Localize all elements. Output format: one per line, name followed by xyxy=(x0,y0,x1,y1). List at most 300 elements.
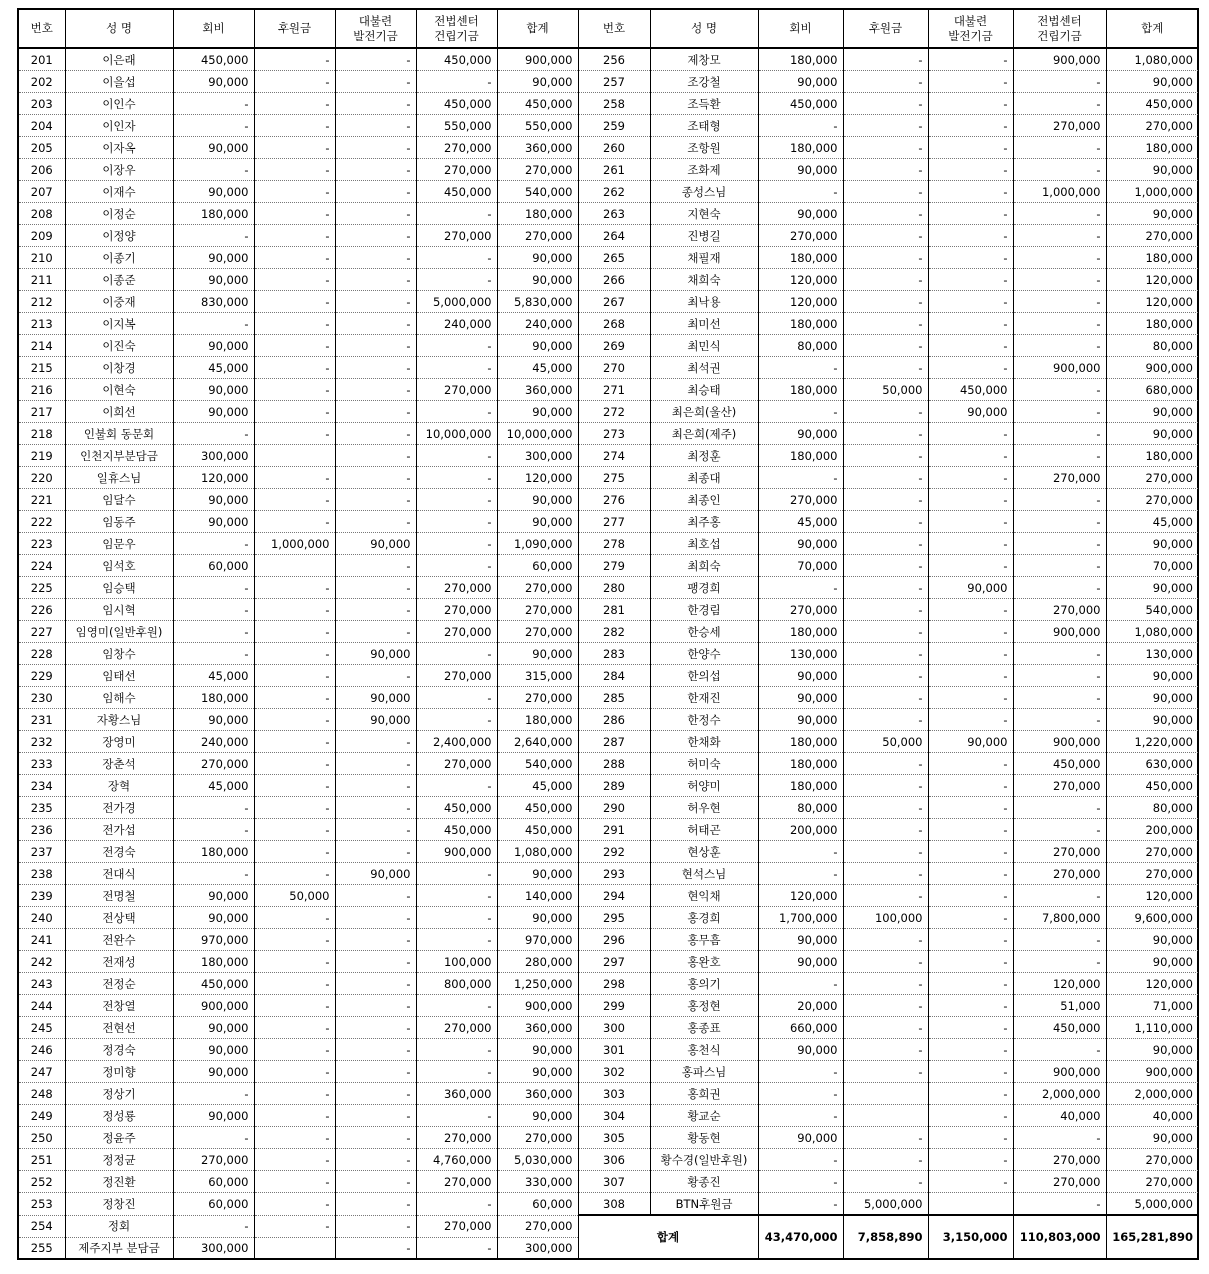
row-total: 180,000 xyxy=(1106,247,1198,269)
dbl-fund-amount: - xyxy=(335,137,416,159)
donation-amount: 50,000 xyxy=(843,731,928,753)
center-fund-amount: 550,000 xyxy=(416,115,497,137)
donation-amount: - xyxy=(254,467,335,489)
row-total: 540,000 xyxy=(497,753,578,775)
center-fund-amount: 270,000 xyxy=(416,225,497,247)
table-row xyxy=(19,137,1198,159)
row-total: 90,000 xyxy=(497,401,578,423)
dues-amount: 45,000 xyxy=(173,665,254,687)
donation-amount: - xyxy=(843,511,928,533)
dbl-fund-amount: - xyxy=(928,247,1013,269)
row-number: 306 xyxy=(578,1149,650,1171)
member-name: 현익채 xyxy=(650,885,758,907)
dues-amount: - xyxy=(758,1061,843,1083)
dbl-fund-amount: - xyxy=(928,181,1013,203)
row-number: 244 xyxy=(19,995,65,1017)
donation-amount: - xyxy=(843,1171,928,1193)
dbl-fund-amount: - xyxy=(928,841,1013,863)
donation-amount: - xyxy=(254,995,335,1017)
donation-amount: - xyxy=(254,159,335,181)
member-name: 한정수 xyxy=(650,709,758,731)
dues-amount: 180,000 xyxy=(173,687,254,709)
dbl-fund-amount: - xyxy=(335,467,416,489)
member-name: 정상기 xyxy=(65,1083,173,1105)
row-total: 5,030,000 xyxy=(497,1149,578,1171)
row-number: 266 xyxy=(578,269,650,291)
dues-amount: - xyxy=(173,313,254,335)
center-fund-amount: - xyxy=(416,1039,497,1061)
dues-amount: 90,000 xyxy=(758,533,843,555)
member-name: 이진숙 xyxy=(65,335,173,357)
dues-amount: 90,000 xyxy=(173,885,254,907)
table-row xyxy=(19,841,1198,863)
donation-amount: - xyxy=(254,621,335,643)
row-total: 90,000 xyxy=(497,643,578,665)
center-fund-amount: - xyxy=(1013,203,1106,225)
dues-amount: 200,000 xyxy=(758,819,843,841)
donation-amount: - xyxy=(254,115,335,137)
dues-amount: 90,000 xyxy=(173,511,254,533)
member-name: 이재수 xyxy=(65,181,173,203)
donation-amount: - xyxy=(843,687,928,709)
dbl-fund-amount: - xyxy=(335,1171,416,1193)
donation-amount: - xyxy=(843,841,928,863)
dbl-fund-amount: 90,000 xyxy=(335,709,416,731)
row-total: 9,600,000 xyxy=(1106,907,1198,929)
member-name: 최석권 xyxy=(650,357,758,379)
dbl-fund-amount: - xyxy=(335,621,416,643)
donation-amount: - xyxy=(254,731,335,753)
donation-amount: - xyxy=(254,1127,335,1149)
row-total: 90,000 xyxy=(497,1105,578,1127)
dues-amount: 180,000 xyxy=(758,48,843,71)
dues-amount: 60,000 xyxy=(173,1171,254,1193)
row-total: 90,000 xyxy=(1106,665,1198,687)
donation-amount: - xyxy=(843,467,928,489)
row-total: 1,220,000 xyxy=(1106,731,1198,753)
row-number: 235 xyxy=(19,797,65,819)
dues-amount: 270,000 xyxy=(173,1149,254,1171)
table-row xyxy=(19,203,1198,225)
dbl-fund-amount: - xyxy=(928,1105,1013,1127)
member-name: 정정균 xyxy=(65,1149,173,1171)
row-total: 360,000 xyxy=(497,1083,578,1105)
center-fund-amount: - xyxy=(1013,313,1106,335)
table-row xyxy=(19,863,1198,885)
dbl-fund-amount: - xyxy=(335,797,416,819)
donation-amount: 50,000 xyxy=(254,885,335,907)
member-name: 임영미(일반후원) xyxy=(65,621,173,643)
center-fund-amount: - xyxy=(1013,665,1106,687)
dues-amount: 90,000 xyxy=(173,1017,254,1039)
dues-amount: - xyxy=(173,1215,254,1237)
row-number: 295 xyxy=(578,907,650,929)
member-name: 홍완호 xyxy=(650,951,758,973)
center-fund-amount: - xyxy=(1013,269,1106,291)
dbl-fund-amount: - xyxy=(335,225,416,247)
center-fund-amount: - xyxy=(416,1193,497,1216)
dbl-fund-amount: - xyxy=(335,115,416,137)
dbl-fund-amount: - xyxy=(335,1105,416,1127)
donation-amount: - xyxy=(843,137,928,159)
dues-amount: 900,000 xyxy=(173,995,254,1017)
center-fund-amount: - xyxy=(1013,159,1106,181)
member-name: 홍무흠 xyxy=(650,929,758,951)
row-total: 1,000,000 xyxy=(1106,181,1198,203)
center-fund-amount: 120,000 xyxy=(1013,973,1106,995)
donation-amount: - xyxy=(843,291,928,313)
dues-amount: - xyxy=(173,159,254,181)
dbl-fund-amount: - xyxy=(335,423,416,445)
row-total: 300,000 xyxy=(497,445,578,467)
dbl-fund-amount: - xyxy=(928,907,1013,929)
table-row xyxy=(19,929,1198,951)
table-row xyxy=(19,797,1198,819)
dbl-fund-amount: - xyxy=(335,665,416,687)
row-total: 270,000 xyxy=(1106,489,1198,511)
dues-amount: 90,000 xyxy=(173,71,254,93)
dues-amount: - xyxy=(173,643,254,665)
row-total: 90,000 xyxy=(497,489,578,511)
donation-amount: - xyxy=(843,335,928,357)
dues-amount: - xyxy=(173,819,254,841)
dbl-fund-amount: - xyxy=(928,621,1013,643)
member-name: 진병길 xyxy=(650,225,758,247)
member-name: 임시혁 xyxy=(65,599,173,621)
row-number: 264 xyxy=(578,225,650,247)
donation-amount: - xyxy=(254,511,335,533)
center-fund-amount: - xyxy=(416,885,497,907)
center-fund-amount: 51,000 xyxy=(1013,995,1106,1017)
dues-amount: 60,000 xyxy=(173,1193,254,1216)
center-fund-amount: 270,000 xyxy=(416,665,497,687)
center-fund-amount: 270,000 xyxy=(416,753,497,775)
donation-amount: - xyxy=(254,71,335,93)
row-number: 238 xyxy=(19,863,65,885)
member-name: 한채화 xyxy=(650,731,758,753)
dbl-fund-amount: - xyxy=(335,555,416,577)
col-header-number: 번호 xyxy=(19,10,65,48)
member-name: 채희숙 xyxy=(650,269,758,291)
member-name: 전가섭 xyxy=(65,819,173,841)
row-number: 224 xyxy=(19,555,65,577)
row-total: 900,000 xyxy=(1106,1061,1198,1083)
row-number: 285 xyxy=(578,687,650,709)
row-total: 80,000 xyxy=(1106,335,1198,357)
dbl-fund-amount: 90,000 xyxy=(928,401,1013,423)
row-total: 180,000 xyxy=(497,709,578,731)
row-number: 234 xyxy=(19,775,65,797)
row-total: 80,000 xyxy=(1106,797,1198,819)
center-fund-amount: 1,000,000 xyxy=(1013,181,1106,203)
member-name: 조항원 xyxy=(650,137,758,159)
dues-amount: 90,000 xyxy=(758,929,843,951)
center-fund-amount: 270,000 xyxy=(416,1127,497,1149)
row-total: 270,000 xyxy=(497,621,578,643)
member-name: 허태곤 xyxy=(650,819,758,841)
dues-amount: 270,000 xyxy=(758,489,843,511)
row-total: 360,000 xyxy=(497,379,578,401)
row-number: 241 xyxy=(19,929,65,951)
row-total: 90,000 xyxy=(1106,1127,1198,1149)
member-name: 임동주 xyxy=(65,511,173,533)
donation-amount: - xyxy=(843,1061,928,1083)
dues-amount: 90,000 xyxy=(758,71,843,93)
table-row xyxy=(19,291,1198,313)
row-total: 1,110,000 xyxy=(1106,1017,1198,1039)
row-total: 550,000 xyxy=(497,115,578,137)
dues-amount: 450,000 xyxy=(758,93,843,115)
dues-amount: 120,000 xyxy=(758,291,843,313)
center-fund-amount: 270,000 xyxy=(416,577,497,599)
dues-amount: - xyxy=(758,1105,843,1127)
dues-amount: 180,000 xyxy=(758,313,843,335)
table-row xyxy=(19,159,1198,181)
donation-amount: - xyxy=(843,313,928,335)
row-number: 269 xyxy=(578,335,650,357)
member-name: 전정순 xyxy=(65,973,173,995)
grand-total-value: 165,281,890 xyxy=(1106,1215,1198,1259)
donation-amount: - xyxy=(843,159,928,181)
dues-amount: - xyxy=(758,841,843,863)
dbl-fund-amount: - xyxy=(335,1127,416,1149)
row-number: 254 xyxy=(19,1215,65,1237)
dbl-fund-amount: - xyxy=(335,973,416,995)
donation-amount: - xyxy=(843,599,928,621)
dbl-fund-amount: - xyxy=(928,709,1013,731)
row-number: 256 xyxy=(578,48,650,71)
dues-amount: - xyxy=(758,973,843,995)
donation-amount: - xyxy=(843,863,928,885)
table-row xyxy=(19,247,1198,269)
member-name: 이지복 xyxy=(65,313,173,335)
row-total: 280,000 xyxy=(497,951,578,973)
row-number: 270 xyxy=(578,357,650,379)
table-row xyxy=(19,555,1198,577)
row-total: 5,000,000 xyxy=(1106,1193,1198,1216)
center-fund-amount: - xyxy=(1013,93,1106,115)
row-total: 1,080,000 xyxy=(1106,621,1198,643)
row-total: 360,000 xyxy=(497,1017,578,1039)
row-number: 226 xyxy=(19,599,65,621)
row-number: 307 xyxy=(578,1171,650,1193)
member-name: 홍천식 xyxy=(650,1039,758,1061)
col-header-name: 성 명 xyxy=(650,10,758,48)
dues-amount: 60,000 xyxy=(173,555,254,577)
table-row xyxy=(19,401,1198,423)
member-name: 이인수 xyxy=(65,93,173,115)
dues-amount: - xyxy=(758,401,843,423)
row-total: 2,640,000 xyxy=(497,731,578,753)
row-total: 90,000 xyxy=(497,269,578,291)
row-total: 270,000 xyxy=(1106,115,1198,137)
center-fund-amount: - xyxy=(1013,709,1106,731)
center-fund-amount: 40,000 xyxy=(1013,1105,1106,1127)
member-name: 최은희(울산) xyxy=(650,401,758,423)
dbl-fund-amount: - xyxy=(928,863,1013,885)
dbl-fund-amount: - xyxy=(335,995,416,1017)
row-number: 218 xyxy=(19,423,65,445)
row-total: 900,000 xyxy=(1106,357,1198,379)
table-row xyxy=(19,665,1198,687)
dbl-fund-amount: - xyxy=(335,1061,416,1083)
donation-amount: - xyxy=(254,797,335,819)
table-row xyxy=(19,995,1198,1017)
dues-amount: 180,000 xyxy=(173,951,254,973)
row-number: 280 xyxy=(578,577,650,599)
member-name: 황교순 xyxy=(650,1105,758,1127)
dbl-fund-amount: - xyxy=(335,753,416,775)
dbl-fund-amount: - xyxy=(335,159,416,181)
center-fund-amount: - xyxy=(416,71,497,93)
row-number: 281 xyxy=(578,599,650,621)
center-fund-amount: 2,000,000 xyxy=(1013,1083,1106,1105)
row-total: 40,000 xyxy=(1106,1105,1198,1127)
member-name: 임해수 xyxy=(65,687,173,709)
row-total: 240,000 xyxy=(497,313,578,335)
dues-amount: 90,000 xyxy=(758,203,843,225)
dues-amount: 90,000 xyxy=(173,247,254,269)
row-total: 90,000 xyxy=(497,1061,578,1083)
row-total: 540,000 xyxy=(1106,599,1198,621)
center-fund-amount: 270,000 xyxy=(416,379,497,401)
member-name: 최은희(제주) xyxy=(650,423,758,445)
col-header-dues: 회비 xyxy=(758,10,843,48)
center-fund-amount: - xyxy=(416,709,497,731)
center-fund-amount: - xyxy=(1013,797,1106,819)
donation-amount: - xyxy=(254,1061,335,1083)
dbl-fund-amount: - xyxy=(335,291,416,313)
dues-amount: 450,000 xyxy=(173,48,254,71)
donation-amount: - xyxy=(254,863,335,885)
row-total: 300,000 xyxy=(497,1237,578,1259)
member-name: 전현선 xyxy=(65,1017,173,1039)
row-number: 231 xyxy=(19,709,65,731)
center-fund-amount: 2,400,000 xyxy=(416,731,497,753)
dues-amount: - xyxy=(173,599,254,621)
donation-amount: - xyxy=(843,1039,928,1061)
row-total: 90,000 xyxy=(1106,951,1198,973)
row-total: 540,000 xyxy=(497,181,578,203)
row-number: 221 xyxy=(19,489,65,511)
center-fund-amount: - xyxy=(1013,555,1106,577)
row-number: 261 xyxy=(578,159,650,181)
row-total: 450,000 xyxy=(497,797,578,819)
row-total: 450,000 xyxy=(1106,93,1198,115)
member-name: 지현숙 xyxy=(650,203,758,225)
dues-amount: 130,000 xyxy=(758,643,843,665)
row-number: 202 xyxy=(19,71,65,93)
member-name: 한재진 xyxy=(650,687,758,709)
row-total: 180,000 xyxy=(1106,137,1198,159)
row-number: 293 xyxy=(578,863,650,885)
member-name: 최민식 xyxy=(650,335,758,357)
dues-amount: 90,000 xyxy=(173,1039,254,1061)
donation-amount: - xyxy=(843,775,928,797)
row-total: 90,000 xyxy=(497,1039,578,1061)
dues-amount: 90,000 xyxy=(173,709,254,731)
member-name: 팽경희 xyxy=(650,577,758,599)
row-number: 255 xyxy=(19,1237,65,1259)
row-number: 257 xyxy=(578,71,650,93)
dues-amount: - xyxy=(173,115,254,137)
table-row xyxy=(19,335,1198,357)
dbl-fund-amount: - xyxy=(335,1149,416,1171)
row-number: 251 xyxy=(19,1149,65,1171)
center-fund-amount: 270,000 xyxy=(416,1171,497,1193)
member-name: 홍의기 xyxy=(650,973,758,995)
member-name: 홍희권 xyxy=(650,1083,758,1105)
member-name: 최주홍 xyxy=(650,511,758,533)
dues-amount: 80,000 xyxy=(758,335,843,357)
row-number: 215 xyxy=(19,357,65,379)
donation-amount: - xyxy=(254,291,335,313)
row-number: 213 xyxy=(19,313,65,335)
table-row xyxy=(19,445,1198,467)
center-fund-amount: - xyxy=(1013,1193,1106,1216)
member-name: 장영미 xyxy=(65,731,173,753)
center-fund-amount: - xyxy=(416,687,497,709)
donation-amount: - xyxy=(843,93,928,115)
dbl-fund-amount: - xyxy=(928,71,1013,93)
member-name: 허양미 xyxy=(650,775,758,797)
dues-amount: - xyxy=(758,1193,843,1216)
dues-amount: 90,000 xyxy=(173,269,254,291)
donation-amount: - xyxy=(254,907,335,929)
dues-amount: 270,000 xyxy=(758,599,843,621)
member-name: 이중재 xyxy=(65,291,173,313)
row-total: 450,000 xyxy=(497,93,578,115)
row-total: 90,000 xyxy=(1106,159,1198,181)
donation-amount: - xyxy=(254,951,335,973)
row-number: 288 xyxy=(578,753,650,775)
row-total: 270,000 xyxy=(497,599,578,621)
donation-amount: - xyxy=(254,93,335,115)
grand-total-value: 110,803,000 xyxy=(1013,1215,1106,1259)
donation-amount: - xyxy=(254,1083,335,1105)
member-name: 이종기 xyxy=(65,247,173,269)
dbl-fund-amount: 450,000 xyxy=(928,379,1013,401)
center-fund-amount: 900,000 xyxy=(1013,48,1106,71)
center-fund-amount: - xyxy=(1013,819,1106,841)
center-fund-amount: 4,760,000 xyxy=(416,1149,497,1171)
member-name: 임달수 xyxy=(65,489,173,511)
donation-amount: - xyxy=(254,577,335,599)
donation-amount: - xyxy=(843,247,928,269)
center-fund-amount: - xyxy=(1013,137,1106,159)
donation-amount: - xyxy=(254,1215,335,1237)
table-row xyxy=(19,885,1198,907)
center-fund-amount: - xyxy=(1013,379,1106,401)
dues-amount: 90,000 xyxy=(758,665,843,687)
dues-amount: 660,000 xyxy=(758,1017,843,1039)
row-number: 222 xyxy=(19,511,65,533)
member-name: 최승태 xyxy=(650,379,758,401)
center-fund-amount: - xyxy=(416,775,497,797)
table-row xyxy=(19,1193,1198,1216)
donation-amount: - xyxy=(254,225,335,247)
donation-amount: - xyxy=(254,819,335,841)
donation-amount: - xyxy=(254,929,335,951)
center-fund-amount: 270,000 xyxy=(1013,599,1106,621)
table-row xyxy=(19,48,1198,71)
donation-amount: - xyxy=(254,269,335,291)
table-row xyxy=(19,181,1198,203)
donation-amount: - xyxy=(843,401,928,423)
row-total: 180,000 xyxy=(497,203,578,225)
row-number: 225 xyxy=(19,577,65,599)
grand-total-value: 43,470,000 xyxy=(758,1215,843,1259)
